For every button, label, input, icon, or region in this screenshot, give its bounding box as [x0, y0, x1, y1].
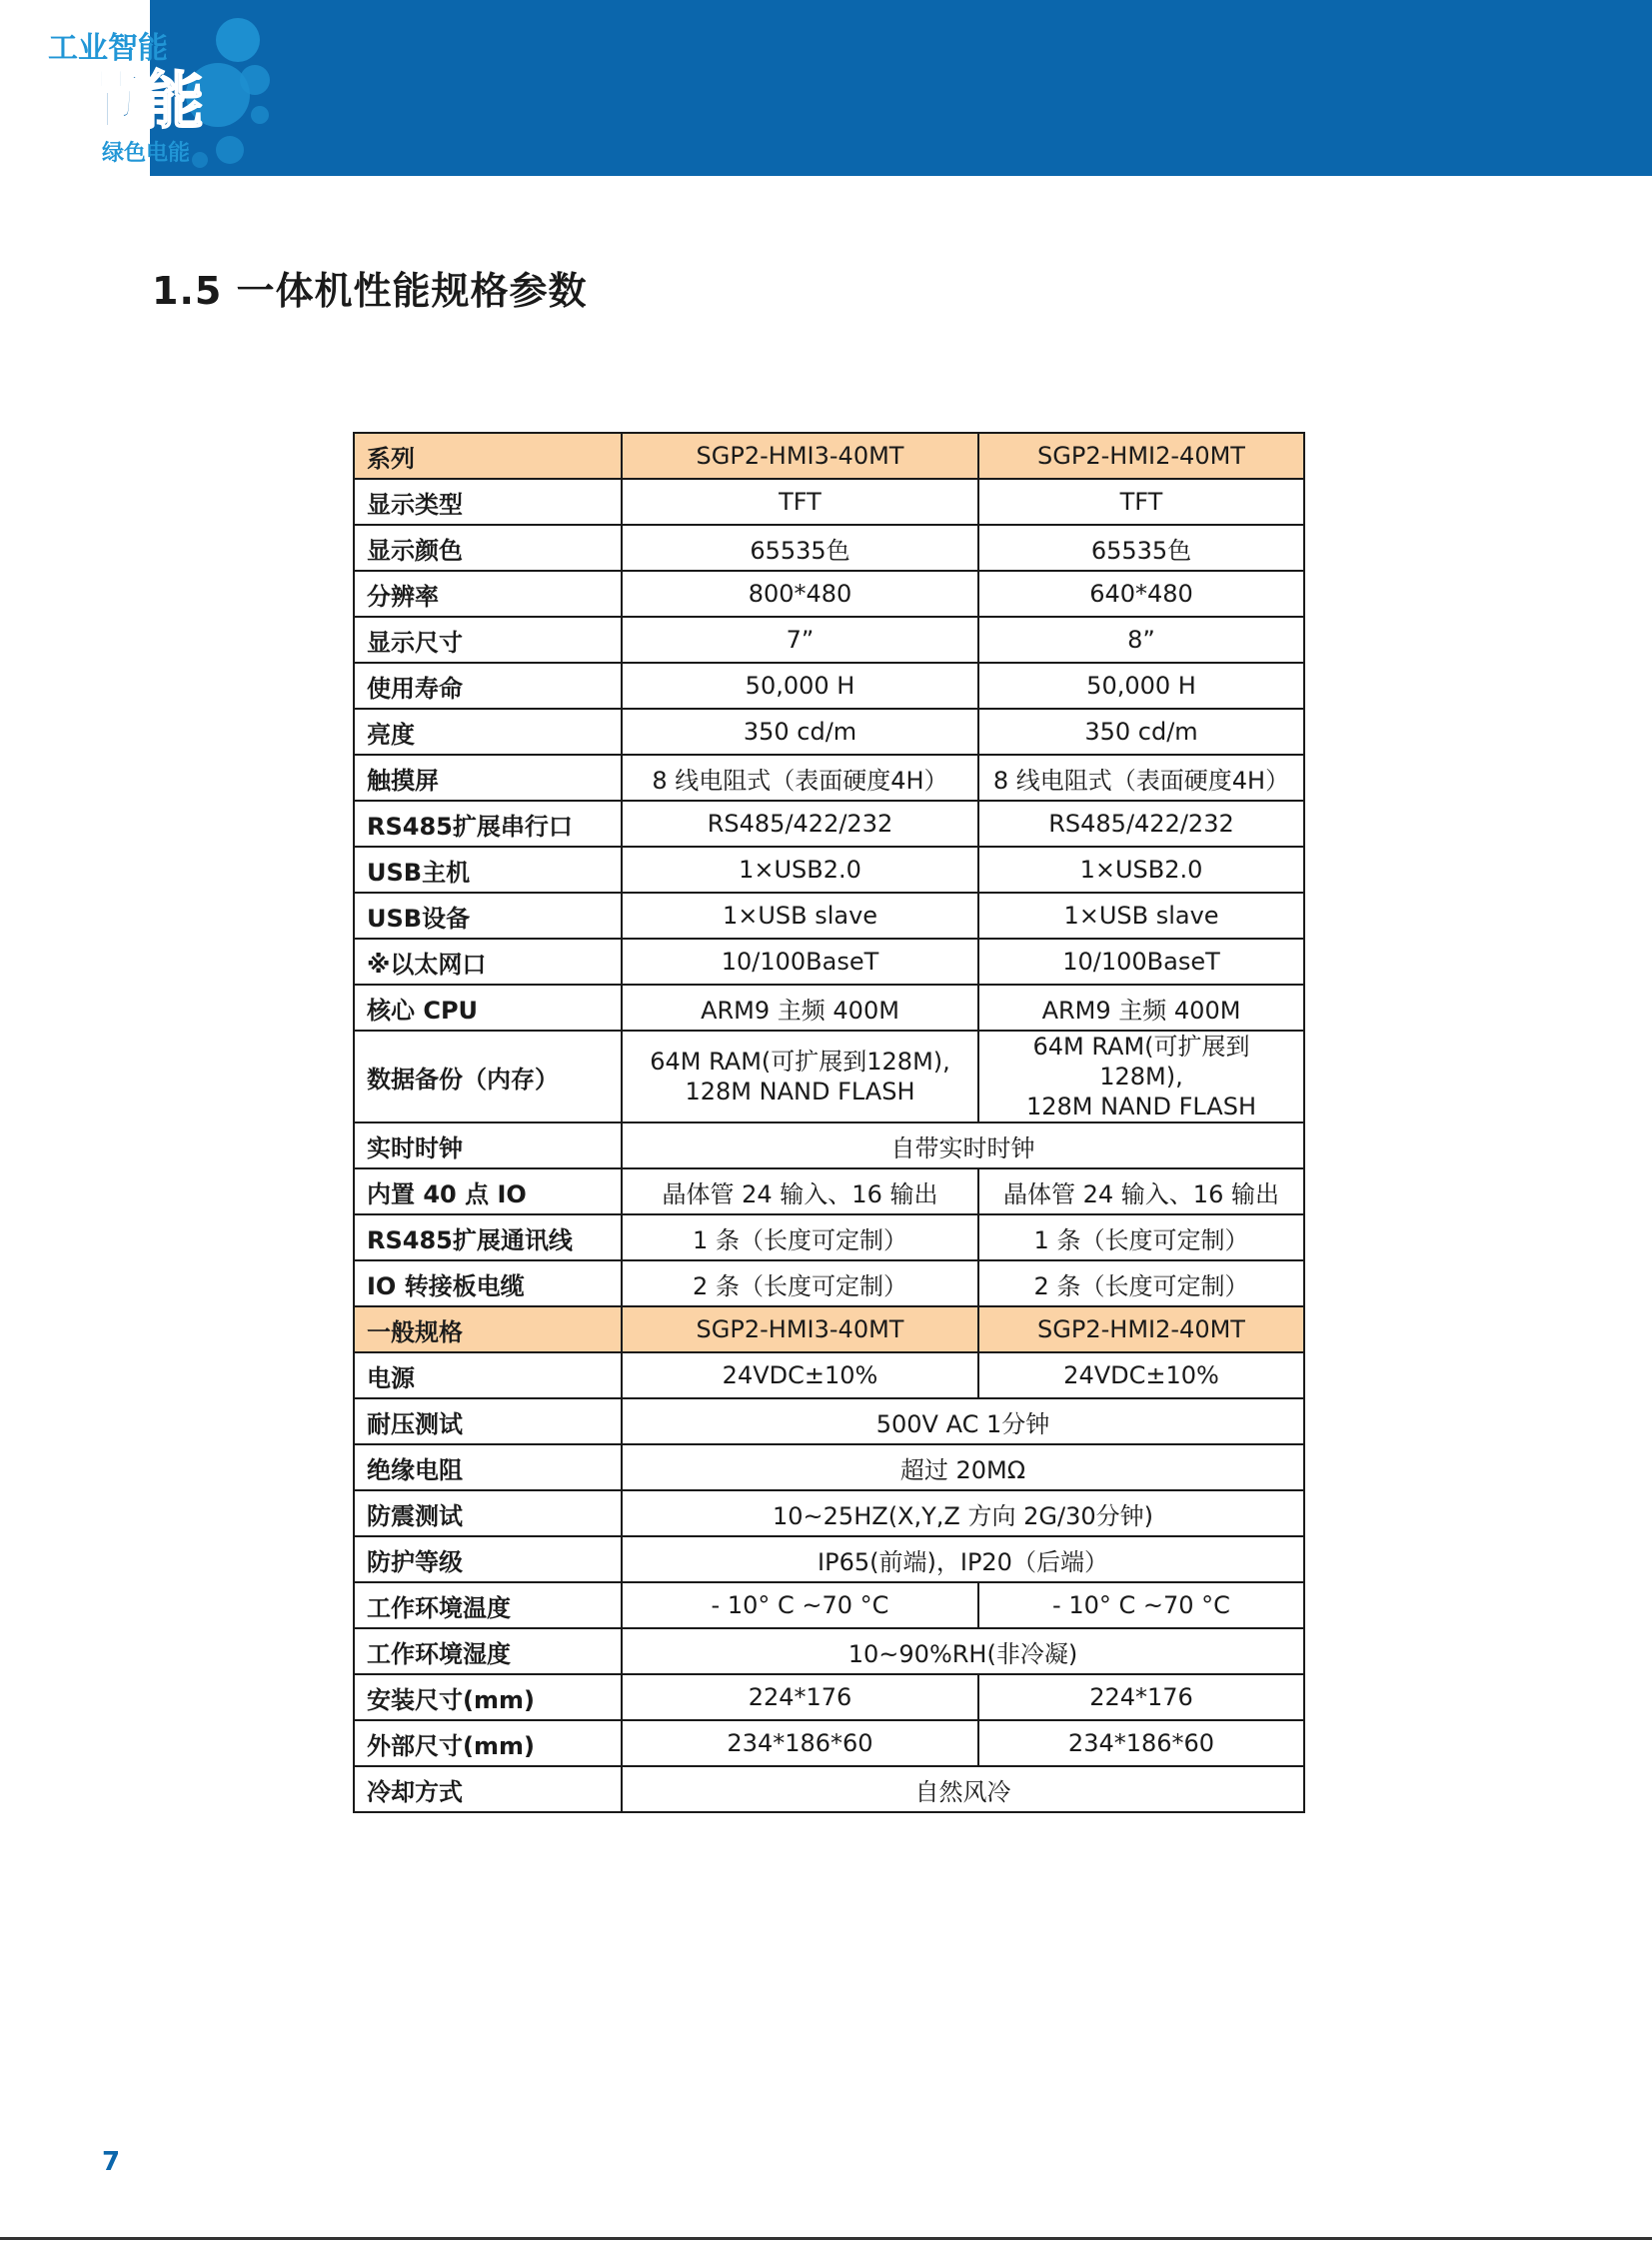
table-row [354, 801, 1304, 847]
value-hmi3: 234*186*60 [622, 1720, 978, 1766]
value-hmi3: 50,000 H [622, 663, 978, 709]
table-row [354, 1398, 1304, 1444]
value-hmi3: 224*176 [622, 1674, 978, 1720]
row-label: RS485扩展串行口 [354, 801, 622, 847]
table-row [354, 1444, 1304, 1490]
table-row [354, 1720, 1304, 1766]
table-row [354, 1214, 1304, 1260]
merged-value: 500V AC 1分钟 [622, 1398, 1304, 1444]
row-label: 绝缘电阻 [354, 1444, 622, 1490]
value-hmi3: TFT [622, 479, 978, 525]
value-hmi3 [622, 1031, 978, 1122]
row-label: 耐压测试 [354, 1398, 622, 1444]
merged-value: 10~25HZ(X,Y,Z 方向 2G/30分钟) [622, 1490, 1304, 1536]
value-line: 128M NAND FLASH [1025, 1093, 1256, 1121]
page-number: 7 [102, 2147, 121, 2177]
table-row [354, 1490, 1304, 1536]
row-label: 电源 [354, 1352, 622, 1398]
row-label: USB设备 [354, 893, 622, 939]
table-row [354, 1766, 1304, 1812]
value-hmi3: 65535色 [622, 525, 978, 571]
value-hmi2: ARM9 主频 400M [978, 985, 1304, 1031]
value-hmi3: 晶体管 24 输入、16 输出 [622, 1168, 978, 1214]
row-label: 数据备份（内存） [354, 1031, 622, 1122]
value-hmi3: 800*480 [622, 571, 978, 617]
page-title: 1.5 一体机性能规格参数 [152, 269, 588, 313]
logo-text-1: 工业智能 [48, 31, 168, 66]
table-row [354, 709, 1304, 755]
value-hmi2: 2 条（长度可定制） [978, 1260, 1304, 1306]
value-hmi3: 8 线电阻式（表面硬度4H） [622, 755, 978, 801]
merged-value: 10~90%RH(非冷凝) [622, 1628, 1304, 1674]
row-label: 显示类型 [354, 479, 622, 525]
row-label: 使用寿命 [354, 663, 622, 709]
row-label: 内置 40 点 IO [354, 1168, 622, 1214]
value-hmi2: 640*480 [978, 571, 1304, 617]
value-line: 128M NAND FLASH [685, 1078, 915, 1106]
row-label: 亮度 [354, 709, 622, 755]
table-row [354, 1582, 1304, 1628]
table-row [354, 1168, 1304, 1214]
table-row [354, 571, 1304, 617]
value-hmi2: 65535色 [978, 525, 1304, 571]
table-header-row [354, 1306, 1304, 1352]
row-label: 分辨率 [354, 571, 622, 617]
value-hmi2: 10/100BaseT [978, 939, 1304, 985]
value-hmi2: 晶体管 24 输入、16 输出 [978, 1168, 1304, 1214]
spec-table [353, 432, 1305, 1813]
row-label: 防震测试 [354, 1490, 622, 1536]
row-label: 触摸屏 [354, 755, 622, 801]
value-hmi2: 24VDC±10% [978, 1352, 1304, 1398]
value-hmi2: 1×USB2.0 [978, 847, 1304, 893]
merged-value: 自然风冷 [622, 1766, 1304, 1812]
row-label: 工作环境湿度 [354, 1628, 622, 1674]
table-row [354, 1628, 1304, 1674]
value-hmi3: 1×USB2.0 [622, 847, 978, 893]
value-hmi2: TFT [978, 479, 1304, 525]
row-label: RS485扩展通讯线 [354, 1214, 622, 1260]
value-hmi2: 1×USB slave [978, 893, 1304, 939]
row-label: 冷却方式 [354, 1766, 622, 1812]
table-row [354, 1260, 1304, 1306]
value-hmi3: 350 cd/m [622, 709, 978, 755]
value-hmi2 [978, 1031, 1304, 1122]
value-hmi2: - 10° C ~70 °C [978, 1582, 1304, 1628]
value-line: 64M RAM(可扩展到128M), [1032, 1033, 1250, 1091]
table-row [354, 893, 1304, 939]
table-row [354, 1031, 1304, 1122]
value-hmi2: 8” [978, 617, 1304, 663]
value-hmi3: 2 条（长度可定制） [622, 1260, 978, 1306]
value-hmi3: SGP2-HMI3-40MT [622, 433, 978, 479]
row-label: USB主机 [354, 847, 622, 893]
row-label: 系列 [354, 433, 622, 479]
merged-value: IP65(前端)，IP20（后端） [622, 1536, 1304, 1582]
value-hmi3: ARM9 主频 400M [622, 985, 978, 1031]
row-label: 显示颜色 [354, 525, 622, 571]
table-row [354, 847, 1304, 893]
table-row [354, 985, 1304, 1031]
table-row [354, 1122, 1304, 1168]
table-row [354, 1352, 1304, 1398]
table-row [354, 1536, 1304, 1582]
logo-icon [30, 10, 280, 180]
value-hmi2: RS485/422/232 [978, 801, 1304, 847]
row-label: 工作环境温度 [354, 1582, 622, 1628]
value-hmi2: 50,000 H [978, 663, 1304, 709]
value-hmi2: SGP2-HMI2-40MT [978, 433, 1304, 479]
header-band [150, 0, 1652, 176]
value-hmi3: 10/100BaseT [622, 939, 978, 985]
value-hmi3: SGP2-HMI3-40MT [622, 1306, 978, 1352]
table-row [354, 1674, 1304, 1720]
value-hmi2: 224*176 [978, 1674, 1304, 1720]
value-hmi3: 24VDC±10% [622, 1352, 978, 1398]
row-label: ※以太网口 [354, 939, 622, 985]
table-row [354, 525, 1304, 571]
value-hmi2: 1 条（长度可定制） [978, 1214, 1304, 1260]
value-line: 64M RAM(可扩展到128M), [650, 1048, 950, 1076]
logo-text-2: 节能 [80, 64, 205, 137]
value-hmi3: 1 条（长度可定制） [622, 1214, 978, 1260]
table-row [354, 939, 1304, 985]
table-row [354, 617, 1304, 663]
row-label: 防护等级 [354, 1536, 622, 1582]
value-hmi2: SGP2-HMI2-40MT [978, 1306, 1304, 1352]
table-header-row [354, 433, 1304, 479]
value-hmi2: 234*186*60 [978, 1720, 1304, 1766]
row-label: IO 转接板电缆 [354, 1260, 622, 1306]
footer-rule [0, 2237, 1652, 2240]
logo-text-3: 绿色电能 [102, 141, 191, 166]
row-label: 核心 CPU [354, 985, 622, 1031]
row-label: 外部尺寸(mm) [354, 1720, 622, 1766]
row-label: 实时时钟 [354, 1122, 622, 1168]
value-hmi2: 350 cd/m [978, 709, 1304, 755]
merged-value: 自带实时时钟 [622, 1122, 1304, 1168]
row-label: 安装尺寸(mm) [354, 1674, 622, 1720]
merged-value: 超过 20MΩ [622, 1444, 1304, 1490]
value-hmi3: - 10° C ~70 °C [622, 1582, 978, 1628]
row-label: 一般规格 [354, 1306, 622, 1352]
value-hmi3: 1×USB slave [622, 893, 978, 939]
row-label: 显示尺寸 [354, 617, 622, 663]
value-hmi3: 7” [622, 617, 978, 663]
table-row [354, 479, 1304, 525]
table-row [354, 755, 1304, 801]
table-row [354, 663, 1304, 709]
value-hmi3: RS485/422/232 [622, 801, 978, 847]
value-hmi2: 8 线电阻式（表面硬度4H） [978, 755, 1304, 801]
